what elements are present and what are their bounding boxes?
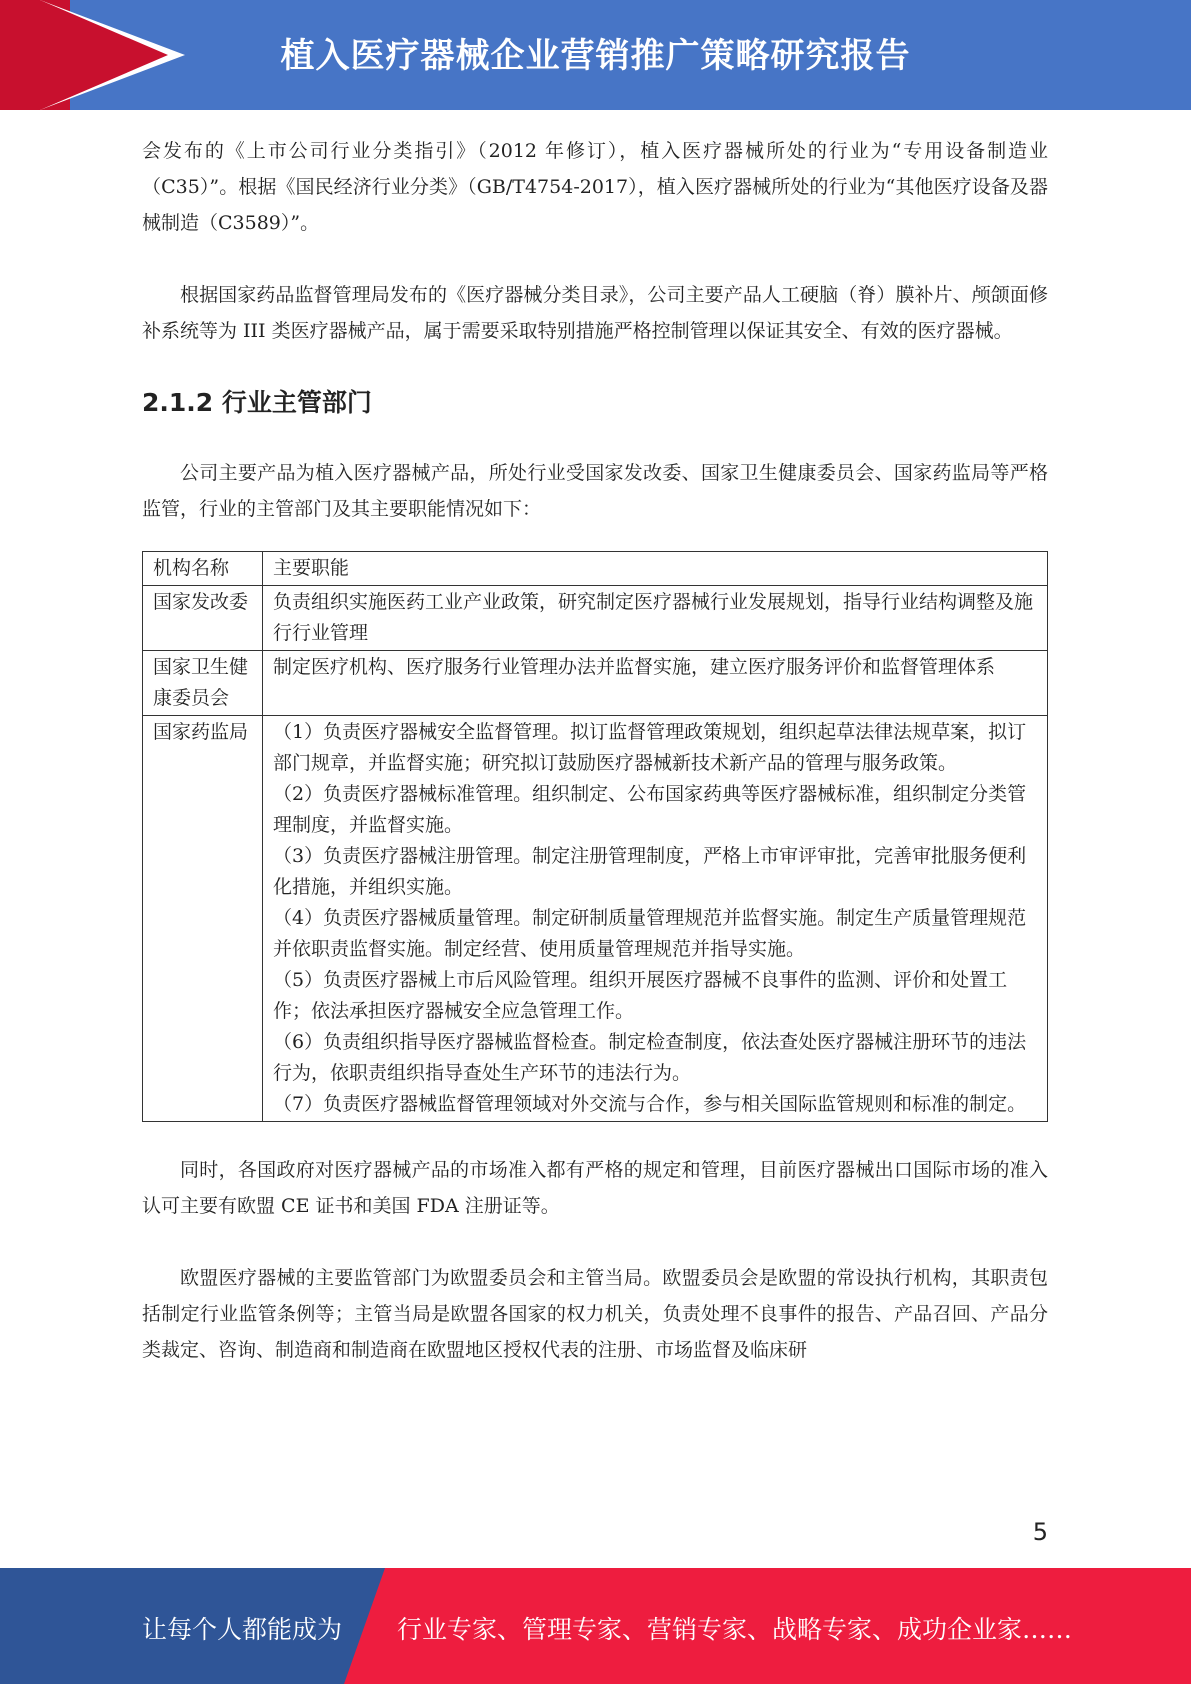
duty-item: （1）负责医疗器械安全监督管理。拟订监督管理政策规划，组织起草法律法规草案，拟订部门规章，并监督实施；研究拟订鼓励医疗器械新技术新产品的管理与服务政策。 [273, 721, 1027, 774]
footer-slogan-right: 行业专家、管理专家、营销专家、战略专家、成功企业家…… [397, 1615, 1073, 1644]
duty-item: （2）负责医疗器械标准管理。组织制定、公布国家药典等医疗器械标准，组织制定分类管理制度，并监督实施。 [273, 783, 1027, 836]
table-cell-org: 国家发改委 [143, 586, 263, 651]
table-header-row [143, 552, 1048, 586]
paragraph-intro: 公司主要产品为植入医疗器械产品，所处行业受国家发改委、国家卫生健康委员会、国家药监局等严格监管，行业的主管部门及其主要职能情况如下： [142, 462, 1048, 520]
duty-item: （4）负责医疗器械质量管理。制定研制质量管理规范并监督实施。制定生产质量管理规范并依职责监督实施。制定经营、使用质量管理规范并指导实施。 [273, 907, 1027, 960]
duty-item: （3）负责医疗器械注册管理。制定注册管理制度，严格上市审评审批，完善审批服务便利化措施，并组织实施。 [273, 845, 1027, 898]
duty-item: 负责组织实施医药工业产业政策，研究制定医疗器械行业发展规划，指导行业结构调整及施行行业管理 [273, 591, 1034, 644]
table-row [143, 716, 1048, 1122]
footer-slogan-left: 让每个人都能成为 [142, 1615, 343, 1644]
report-title: 植入医疗器械企业营销推广策略研究报告 [280, 36, 911, 76]
table-cell-org: 国家卫生健康委员会 [143, 651, 263, 716]
page-number: 5 [1032, 1518, 1048, 1546]
duty-item: 制定医疗机构、医疗服务行业管理办法并监督实施，建立医疗服务评价和监督管理体系 [273, 656, 996, 678]
table-row [143, 651, 1048, 716]
table-header-org: 机构名称 [143, 552, 263, 586]
duty-item: （5）负责医疗器械上市后风险管理。组织开展医疗器械不良事件的监测、评价和处置工作；依法承担医疗器械安全应急管理工作。 [273, 969, 1008, 1022]
table-cell-duties [263, 716, 1048, 1122]
duty-item: （7）负责医疗器械监督管理领域对外交流与合作，参与相关国际监管规则和标准的制定。 [273, 1093, 1027, 1115]
paragraph-market-access: 同时，各国政府对医疗器械产品的市场准入都有严格的规定和管理，目前医疗器械出口国际市场的准入认可主要有欧盟 CE 证书和美国 FDA 注册证等。 [142, 1159, 1048, 1217]
table-row [143, 586, 1048, 651]
page-content [142, 133, 1048, 1368]
page-header [0, 0, 1191, 110]
table-cell-duties [263, 586, 1048, 651]
paragraph-eu-regulators: 欧盟医疗器械的主要监管部门为欧盟委员会和主管当局。欧盟委员会是欧盟的常设执行机构，其职责包括制定行业监管条例等；主管当局是欧盟各国家的权力机关，负责处理不良事件的报告、产品召回、产品分类裁定、咨询、制造商和制造商在欧盟地区授权代表的注册、市场监督及临床研 [142, 1267, 1048, 1361]
table-cell-org: 国家药监局 [143, 716, 263, 1122]
table-cell-duties [263, 651, 1048, 716]
paragraph-classification: 会发布的《上市公司行业分类指引》（2012 年修订），植入医疗器械所处的行业为“专用设备制造业（C35）”。根据《国民经济行业分类》（GB/T4754-2017），植入医疗器械所处的行业为“其他医疗设备及器械制造（C3589）”。 [142, 140, 1048, 234]
table-header-duties: 主要职能 [263, 552, 1048, 586]
duty-item: （6）负责组织指导医疗器械监督检查。制定检查制度，依法查处医疗器械注册环节的违法行为，依职责组织指导查处生产环节的违法行为。 [273, 1031, 1027, 1084]
paragraph-device-class: 根据国家药品监督管理局发布的《医疗器械分类目录》，公司主要产品人工硬脑（脊）膜补片、颅颌面修补系统等为 III 类医疗器械产品，属于需要采取特别措施严格控制管理以保证其安全、有效的医疗器械。 [142, 284, 1048, 342]
section-heading: 2.1.2 行业主管部门 [142, 388, 372, 417]
page-footer [0, 1568, 1191, 1684]
regulators-table [142, 551, 1048, 1122]
